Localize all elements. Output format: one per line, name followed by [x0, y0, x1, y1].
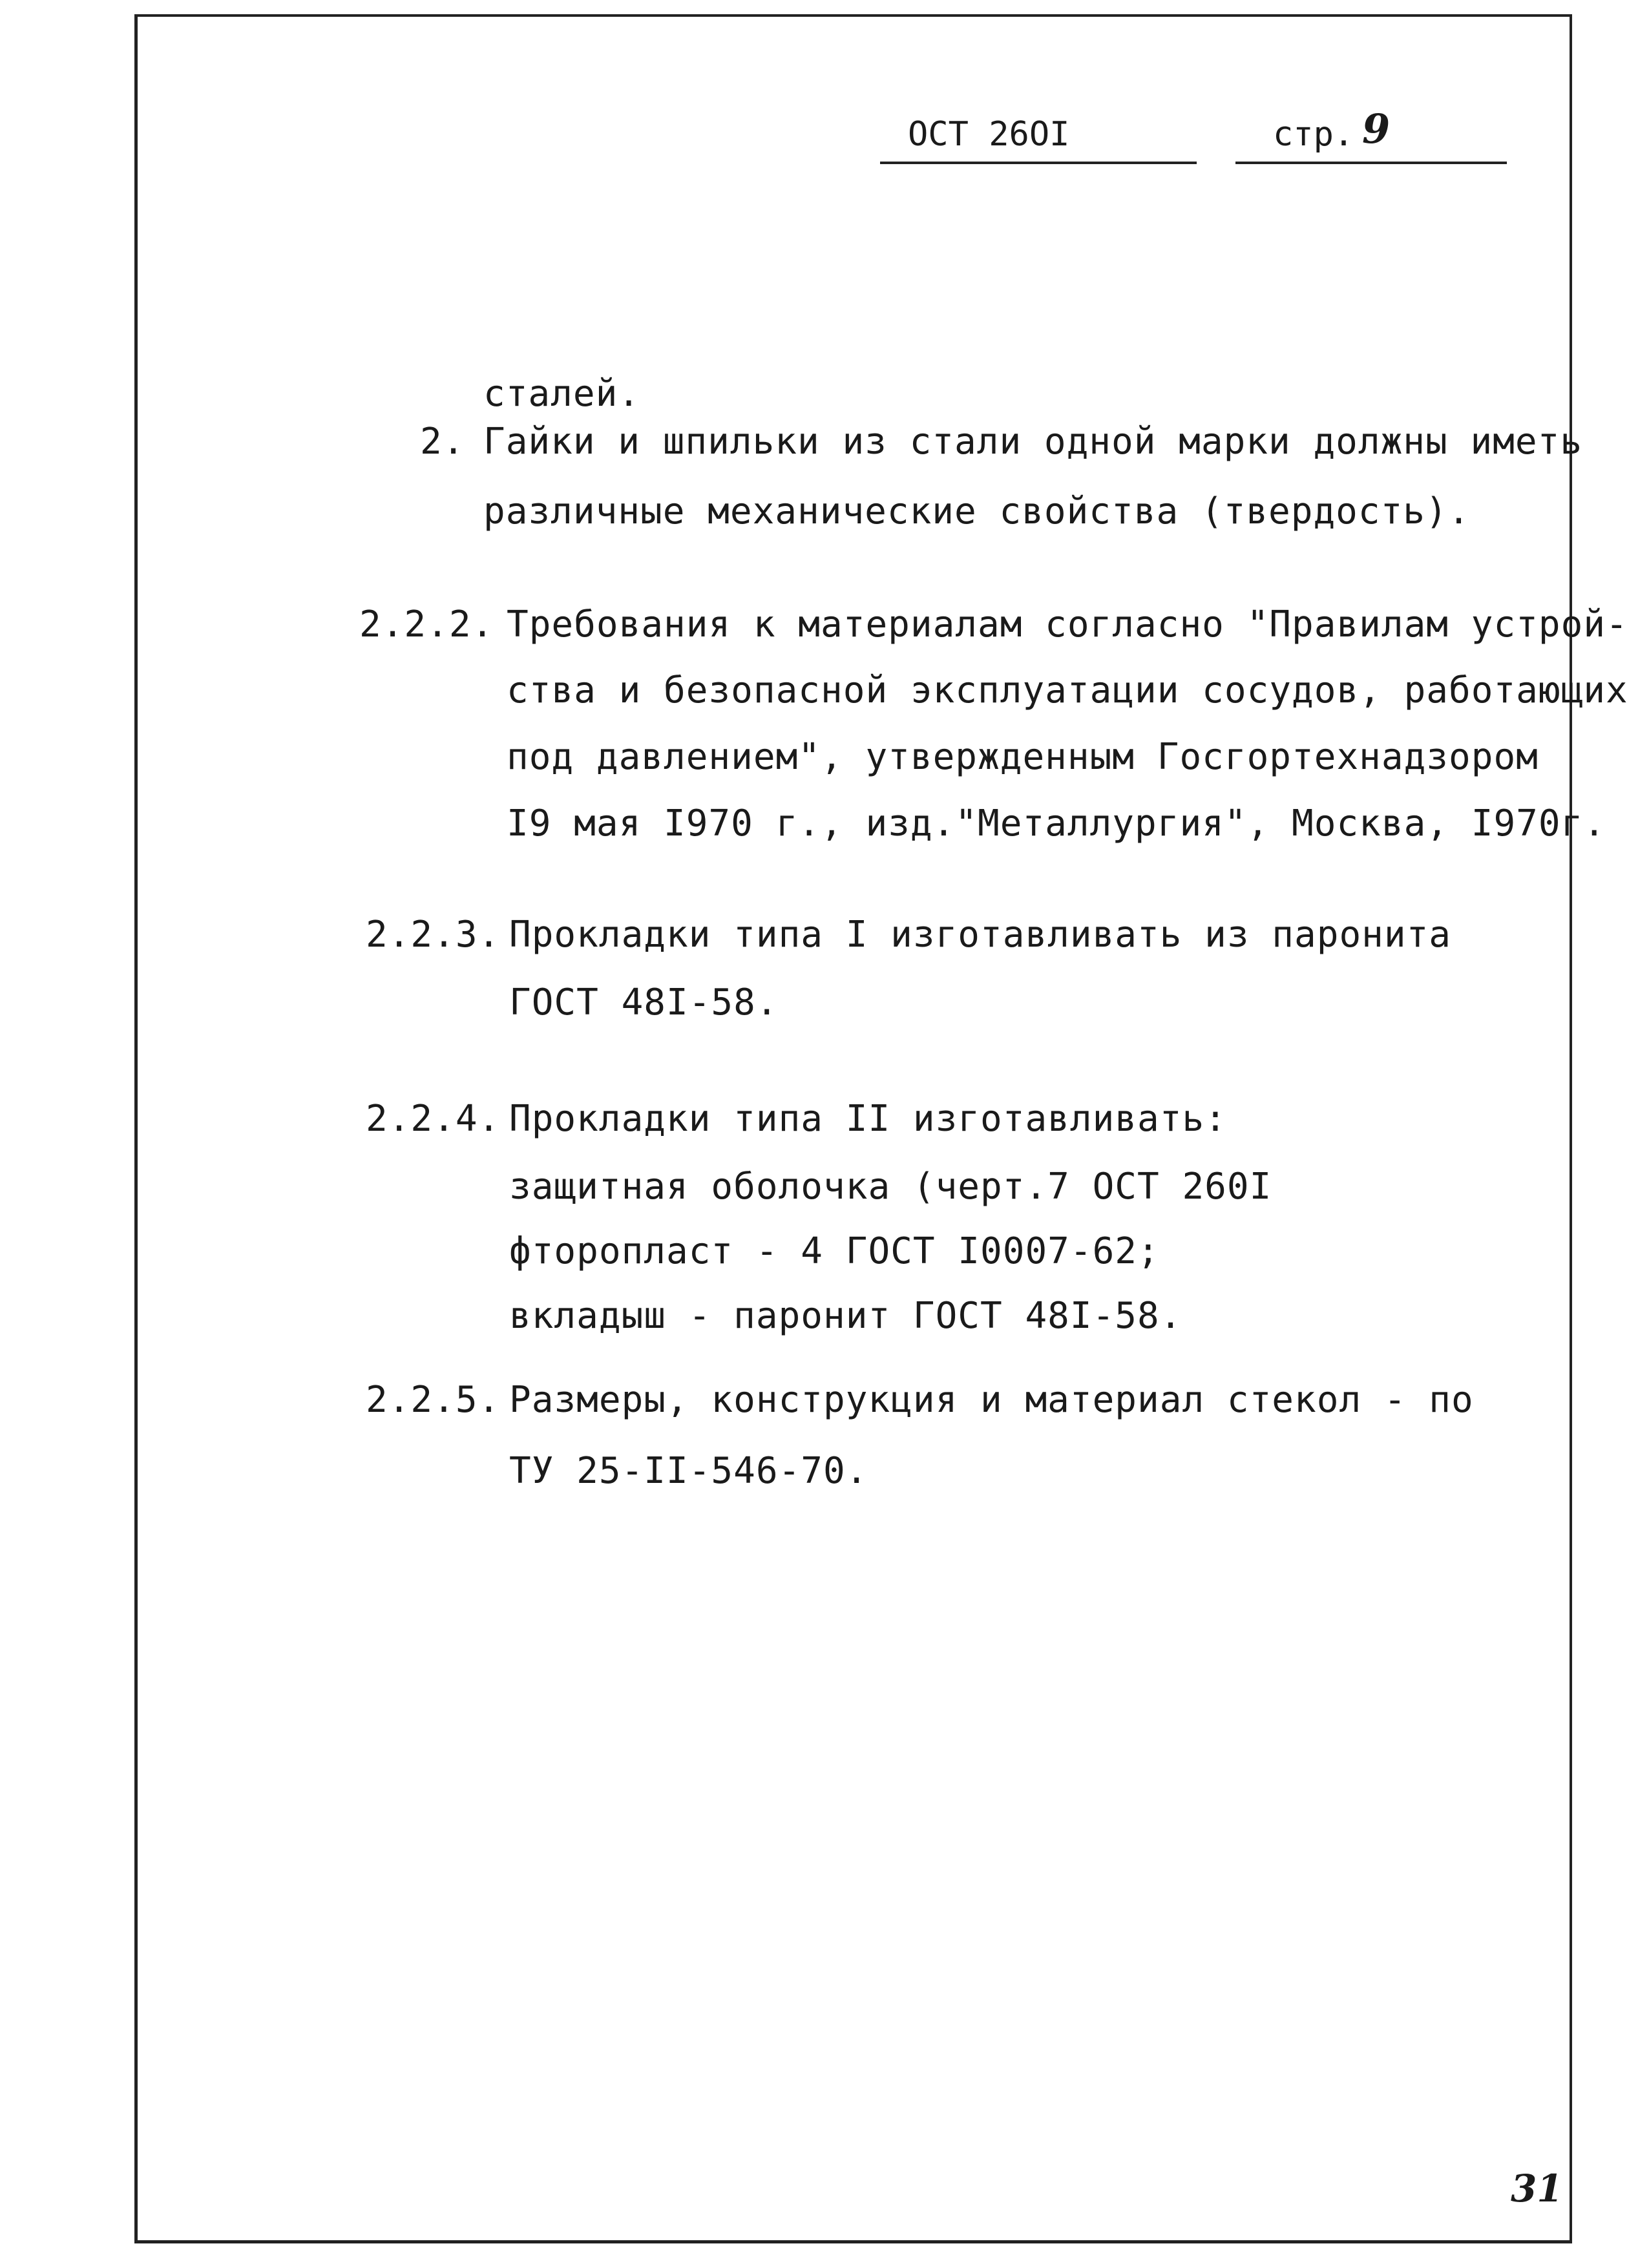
section-2-2-4-text: вкладыш - паронит ГОСТ 48I-58. — [509, 1295, 1182, 1337]
document-code-underline — [880, 162, 1197, 164]
section-2-2-2-text: Требования к материалам согласно "Правилам устрой- — [507, 604, 1628, 646]
page-number-underline — [1235, 162, 1507, 164]
section-2-2-4-text: защитная оболочка (черт.7 ОСТ 260I — [509, 1166, 1272, 1208]
list-item-2-text: различные механические свойства (твердость). — [483, 490, 1471, 532]
section-2-2-5-text: ТУ 25-II-546-70. — [509, 1450, 868, 1492]
section-number-2-2-3: 2.2.3. — [366, 914, 501, 956]
section-2-2-2-text: под давлением", утвержденным Госгортехнадзором — [507, 736, 1539, 778]
section-number-2-2-5: 2.2.5. — [366, 1379, 501, 1421]
section-2-2-2-text: I9 мая I970 г., изд."Металлургия", Москва, I970г. — [507, 803, 1606, 845]
section-2-2-5-text: Размеры, конструкция и материал стекол - по — [509, 1379, 1474, 1421]
list-item-2-number: 2. — [420, 421, 465, 463]
section-2-2-4-text: фторопласт - 4 ГОСТ I0007-62; — [509, 1230, 1160, 1272]
section-number-2-2-2: 2.2.2. — [359, 604, 494, 646]
document-code: ОСТ 26OI — [908, 115, 1070, 154]
section-2-2-4-text: Прокладки типа II изготавливать: — [509, 1098, 1227, 1140]
section-2-2-3-text: Прокладки типа I изготавливать из паронита — [509, 914, 1452, 956]
continuation-line: сталей. — [483, 373, 641, 415]
section-2-2-2-text: ства и безопасной эксплуатации сосудов, работающих — [507, 669, 1628, 711]
page-number: 9 — [1362, 105, 1391, 152]
page-label: стр. — [1273, 115, 1354, 154]
section-number-2-2-4: 2.2.4. — [366, 1098, 501, 1140]
section-2-2-3-text: ГОСТ 48I-58. — [509, 982, 779, 1024]
sheet-number: 31 — [1511, 2167, 1563, 2210]
list-item-2-text: Гайки и шпильки из стали одной марки должны иметь — [483, 421, 1583, 463]
